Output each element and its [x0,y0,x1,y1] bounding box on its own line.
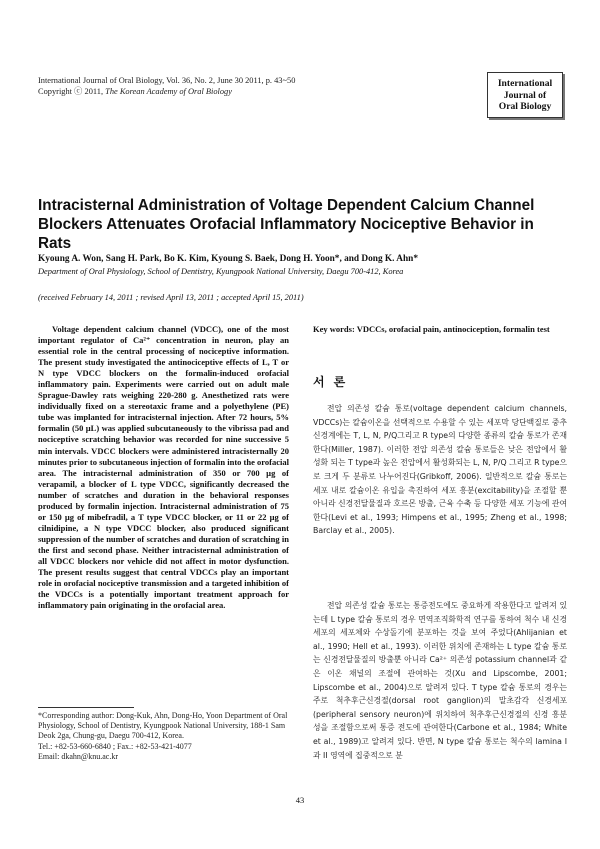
journal-citation: International Journal of Oral Biology, Vol. 36, No. 2, June 30 2011, p. 43~50 [38,76,296,85]
abstract-text: Voltage dependent calcium channel (VDCC), one of the most important regulator of Ca²⁺ concentration in neuron, play an essential role in the central processing of nociceptive information. The present study investigated the antinociceptive effects of L, T or N type VDCC blockers on the formalin-induced orofacial inflammatory pain. Experiments were carried out on adult male Sprague-Dawley rats weighing 220-280 g. Anesthetized rats were individually fixed on a stereotaxic frame and a polyethylene (PE) tube was implanted for intracisternal injection. After 72 hours, 5% formalin (50 µL) was applied subcutaneously to the vibrissa pad and nociceptive scratching behavior was recorded for nine successive 5 min intervals. VDCC blockers were administered intracisternally 20 minutes prior to subcutaneous injection of formalin into the orofacial area. The intracisternal administration of 350 or 700 µg of verapamil, a blocker of L type VDCC, significantly decreased the number of scratches and duration in the behavioral responses produced by formalin injection. Intracisternal administration of 75 or 150 µg of mibefradil, a T type VDCC blocker, or 11 or 22 µg of cilnidipine, a N type VDCC blocker, also produced significant suppression of the number of scratches and duration of scratching in the first and second phase. Neither intracisternal administration of all VDCC blockers nor vehicle did not affect in motor dysfunction. The present results suggest that central VDCCs play an important role in orofacial nociceptive transmission and a targeted inhibition of the VDCCs is a potentially important treatment approach for inflammatory pain originating in the orofacial area. [38,324,289,611]
keywords: Key words: VDCCs, orofacial pain, antinociception, formalin test [313,324,550,334]
intro-paragraph-2: 전압 의존성 칼슘 통로는 통증전도에도 중요하게 작용한다고 알려져 있는데 L type 칼슘 통로의 경우 면역조직화학적 연구를 통하여 척수 내 신경세포의 세포체와 수상돌기에 분포하는 것을 보여 주었다(Ahlijanian et al., 1990; Hell et al., 1993). 이러한 위치에 존재하는 L type 칼슘 통로는 신경전달물질의 방출뿐 아니라 Ca²⁺ 의존성 potassium channel과 같은 이온 채널의 조절에 관여하는 것(Xu and Lipscombe, 2001; Lipscombe et al., 2004)으로 알려져 있다. T type 칼슘 통로의 경우는 주로 척추후근신경절(dorsal root ganglion)의 말초감각 신경세포(peripheral sensory neuron)에 위치하여 척추후근신경절의 신경 흥분성을 조절함으로써 통증 전도에 관여한다(Carbone et al., 1984; White et al., 1989)고 알려져 있다. 반면, N type 칼슘 통로는 척수의 lamina I과 II 영역에 집중적으로 분 [313,601,567,760]
corresponding-author-footnote [38,711,289,762]
footnote-address: *Corresponding author: Dong-Kuk, Ahn, Dong-Ho, Yoon Department of Oral Physiology, School of Dentistry, Kyungpook National University, 188-1 Sam Deok 2ga, Chung-gu, Daegu 700-412, Korea. [38,711,288,741]
article-title: Intracisternal Administration of Voltage Dependent Calcium Channel Blockers Attenuates Orofacial Inflammatory Nociceptive Behavior in Rats [38,197,535,252]
affiliation: Department of Oral Physiology, School of Dentistry, Kyungpook National University, Daegu 700-412, Korea [38,267,404,276]
received-dates: (received February 14, 2011 ; revised April 13, 2011 ; accepted April 15, 2011) [38,293,304,302]
copyright-org: The Korean Academy of Oral Biology [105,86,232,96]
journal-header [38,76,295,97]
footnote-divider [38,707,134,708]
footnote-email: Email: dkahn@knu.ac.kr [38,751,119,761]
copyright-line: Copyright ⓒ 2011, The Korean Academy of Oral Biology [38,86,232,96]
intro-paragraph-1: 전압 의존성 칼슘 통로(voltage dependent calcium channels, VDCCs)는 칼슘이온을 선택적으로 수용할 수 있는 세포막 당단백질로 중추신경계에는 T, L, N, P/Q그리고 R type의 다양한 종류의 칼슘 통로가 존재한다(Miller, 1987). 이러한 전압 의존성 칼슘 통로들은 낮은 전압에서 활성화 되는 T type과 높은 전압에서 활성화되는 L, N, P/Q 그리고 R type으로 크게 두 분류로 나누어진다(Gribkoff, 2006). 일반적으로 칼슘 통로는 세포 내로 칼슘이온 유입을 촉진하여 세포 흥분(excitability)을 조절할 뿐 아니라 신경전달물질과 호르몬 방출, 근육 수축 등 다양한 세포 기능에 관여한다(Levi et al., 1993; Himpens et al., 1995; Zheng et al., 1998; Barclay et al., 2005). [313,404,567,536]
journal-logo-box: International Journal of Oral Biology [487,72,563,118]
footnote-phone: Tel.: +82-53-660-6840 ; Fax.: +82-53-421-4077 [38,741,192,751]
author-list: Kyoung A. Won, Sang H. Park, Bo K. Kim, Kyoung S. Baek, Dong H. Yoon*, and Dong K. Ahn* [38,254,418,264]
introduction-heading: 서론 [313,375,355,389]
page-number: 43 [295,795,305,805]
